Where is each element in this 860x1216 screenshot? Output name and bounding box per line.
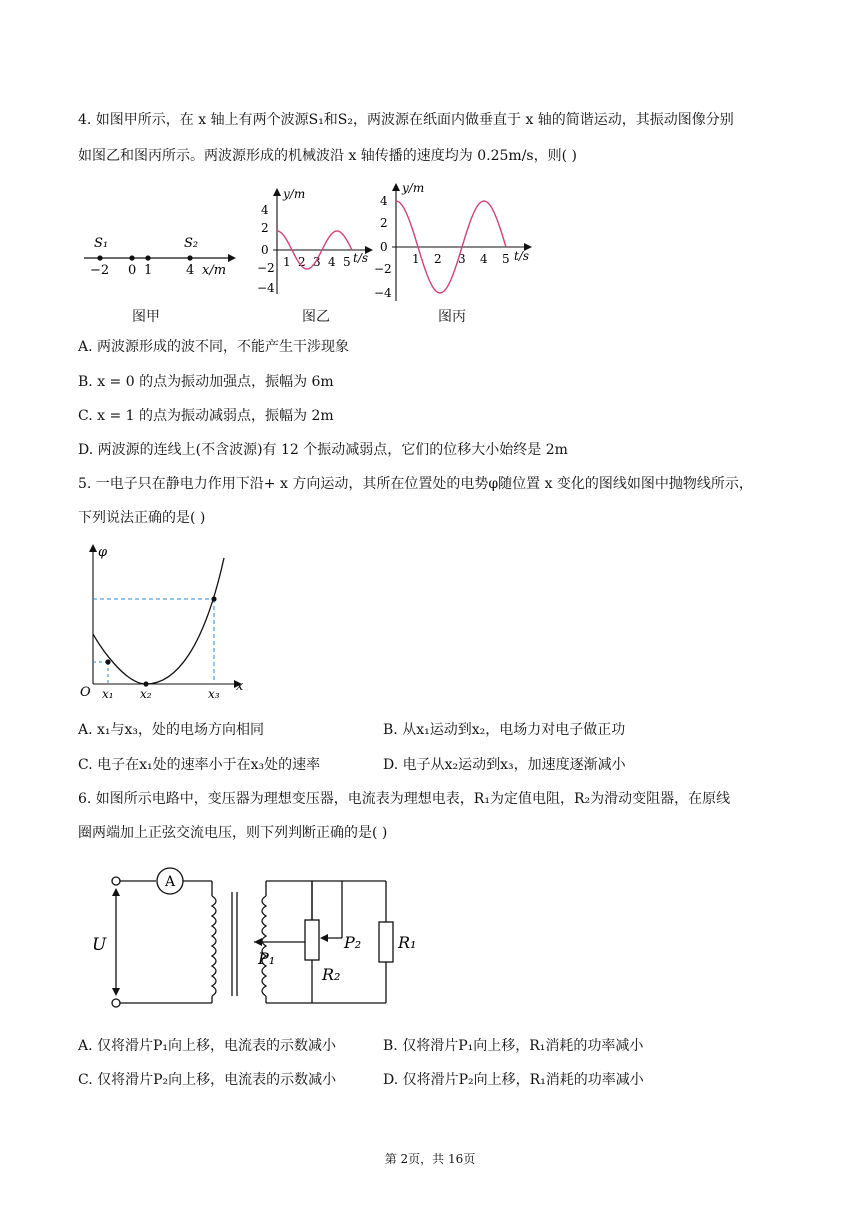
p2-label: P₂ xyxy=(344,933,362,952)
q6-option-b[interactable]: B. 仅将滑片P₁向上移，R₁消耗的功率减小 xyxy=(383,1038,644,1054)
r2-label: R₂ xyxy=(322,965,341,984)
xlabel: t/s xyxy=(353,251,369,265)
x1-point xyxy=(145,255,150,260)
xtick-2: 2 xyxy=(434,252,442,266)
xtick-3: 3 xyxy=(313,255,321,269)
x3-label: x₃ xyxy=(208,687,220,701)
parabola-curve xyxy=(93,558,224,684)
q6-option-c[interactable]: C. 仅将滑片P₂向上移，电流表的示数减小 xyxy=(78,1072,337,1088)
ylabel: y/m xyxy=(283,187,306,201)
q5-option-b[interactable]: B. 从x₁运动到x₂，电场力对电子做正功 xyxy=(383,722,626,738)
q4-stem-line2: 如图乙和图丙所示。两波源形成的机械波沿 x 轴传播的速度均为 0.25m/s，则( ) xyxy=(78,148,577,164)
q4-stem-line1: 4. 如图甲所示，在 x 轴上有两个波源S₁和S₂，两波源在纸面内做垂直于 x 轴的简谐运动，其振动图像分别 xyxy=(78,112,734,128)
s1-label: S₁ xyxy=(94,236,109,251)
caption-bing: 图丙 xyxy=(438,309,466,325)
ytick-neg2: −2 xyxy=(374,262,392,276)
q5-option-a[interactable]: A. x₁与x₃，处的电场方向相同 xyxy=(78,722,265,738)
figure-potential xyxy=(76,538,256,706)
r1-resistor xyxy=(379,922,393,962)
x1-point xyxy=(105,659,110,664)
xtick-4: 4 xyxy=(480,252,488,266)
ytick-2: 2 xyxy=(380,216,388,230)
q6-option-a[interactable]: A. 仅将滑片P₁向上移，电流表的示数减小 xyxy=(78,1038,337,1054)
q4-option-d[interactable]: D. 两波源的连线上(不含波源)有 12 个振动减弱点，它们的位移大小始终是 2m xyxy=(78,442,568,458)
ytick-0: 0 xyxy=(261,243,269,257)
origin-label: O xyxy=(80,685,91,700)
q6-stem-line1: 6. 如图所示电路中，变压器为理想变压器，电流表为理想电表，R₁为定值电阻，R₂为滑动变阻器，在原线 xyxy=(78,791,731,807)
q6-stem-line2: 圈两端加上正弦交流电压，则下列判断正确的是( ) xyxy=(78,825,388,841)
ytick-neg2: −2 xyxy=(257,261,275,275)
ytick-0: 0 xyxy=(380,240,388,254)
ytick-4: 4 xyxy=(261,203,269,217)
ammeter-label: A xyxy=(165,874,176,890)
xtick-4: 4 xyxy=(328,255,336,269)
s2-label: S₂ xyxy=(184,236,199,251)
xtick-2: 2 xyxy=(298,255,306,269)
tick-1: 1 xyxy=(144,263,153,278)
r2-resistor xyxy=(305,920,319,960)
ytick-2: 2 xyxy=(261,221,269,235)
voltage-arrow-up xyxy=(112,888,120,896)
q4-option-a[interactable]: A. 两波源形成的波不同，不能产生干涉现象 xyxy=(78,339,350,355)
x2-label: x₂ xyxy=(140,687,152,701)
q5-stem-line1: 5. 一电子只在静电力作用下沿+ x 方向运动，其所在位置处的电势φ随位置 x 变化的图线如图中抛物线所示， xyxy=(78,476,753,492)
q5-option-d[interactable]: D. 电子从x₂运动到x₃，加速度逐渐减小 xyxy=(383,757,626,773)
chart-yi xyxy=(255,184,375,304)
ytick-4: 4 xyxy=(380,194,388,208)
xtick-3: 3 xyxy=(458,252,466,266)
q6-option-d[interactable]: D. 仅将滑片P₂向上移，R₁消耗的功率减小 xyxy=(383,1072,644,1088)
q5-stem-line2: 下列说法正确的是( ) xyxy=(78,510,206,526)
xtick-5: 5 xyxy=(502,252,510,266)
x2-point xyxy=(143,681,148,686)
phi-label: φ xyxy=(98,545,108,560)
voltage-label: U xyxy=(92,935,107,955)
xtick-5: 5 xyxy=(343,255,351,269)
tick-neg2: −2 xyxy=(90,263,110,278)
caption-jia: 图甲 xyxy=(132,309,160,325)
s1-point xyxy=(97,255,102,260)
voltage-arrow-down xyxy=(112,988,120,996)
p2-arrow xyxy=(320,934,328,942)
x-label: x xyxy=(236,679,244,694)
ytick-neg4: −4 xyxy=(374,286,392,300)
chart-bing xyxy=(372,175,544,305)
p1-label: P₁ xyxy=(258,949,276,968)
x3-point xyxy=(211,596,216,601)
figure-jia xyxy=(78,228,238,298)
caption-yi: 图乙 xyxy=(302,309,330,325)
secondary-coil xyxy=(262,896,266,996)
x1-label: x₁ xyxy=(102,687,114,701)
x-axis-label: x/m xyxy=(202,263,227,278)
figure-circuit xyxy=(90,862,430,1014)
tick-4: 4 xyxy=(186,263,195,278)
xtick-1: 1 xyxy=(283,255,291,269)
primary-coil xyxy=(212,896,216,996)
terminal-top xyxy=(112,877,120,885)
xlabel: t/s xyxy=(514,249,530,263)
terminal-bottom xyxy=(112,999,120,1007)
xtick-1: 1 xyxy=(412,252,420,266)
p1-arrow xyxy=(254,938,262,946)
r1-label: R₁ xyxy=(398,933,417,952)
tick-0: 0 xyxy=(128,263,137,278)
s2-point xyxy=(187,255,192,260)
q4-option-b[interactable]: B. x = 0 的点为振动加强点，振幅为 6m xyxy=(78,374,334,390)
ylabel: y/m xyxy=(402,181,425,195)
q4-option-c[interactable]: C. x = 1 的点为振动减弱点，振幅为 2m xyxy=(78,408,334,424)
origin-point xyxy=(129,255,134,260)
q5-option-c[interactable]: C. 电子在x₁处的速率小于在x₃处的速率 xyxy=(78,757,321,773)
page-footer: 第 2页，共 16页 xyxy=(384,1152,476,1166)
ytick-neg4: −4 xyxy=(257,281,275,295)
